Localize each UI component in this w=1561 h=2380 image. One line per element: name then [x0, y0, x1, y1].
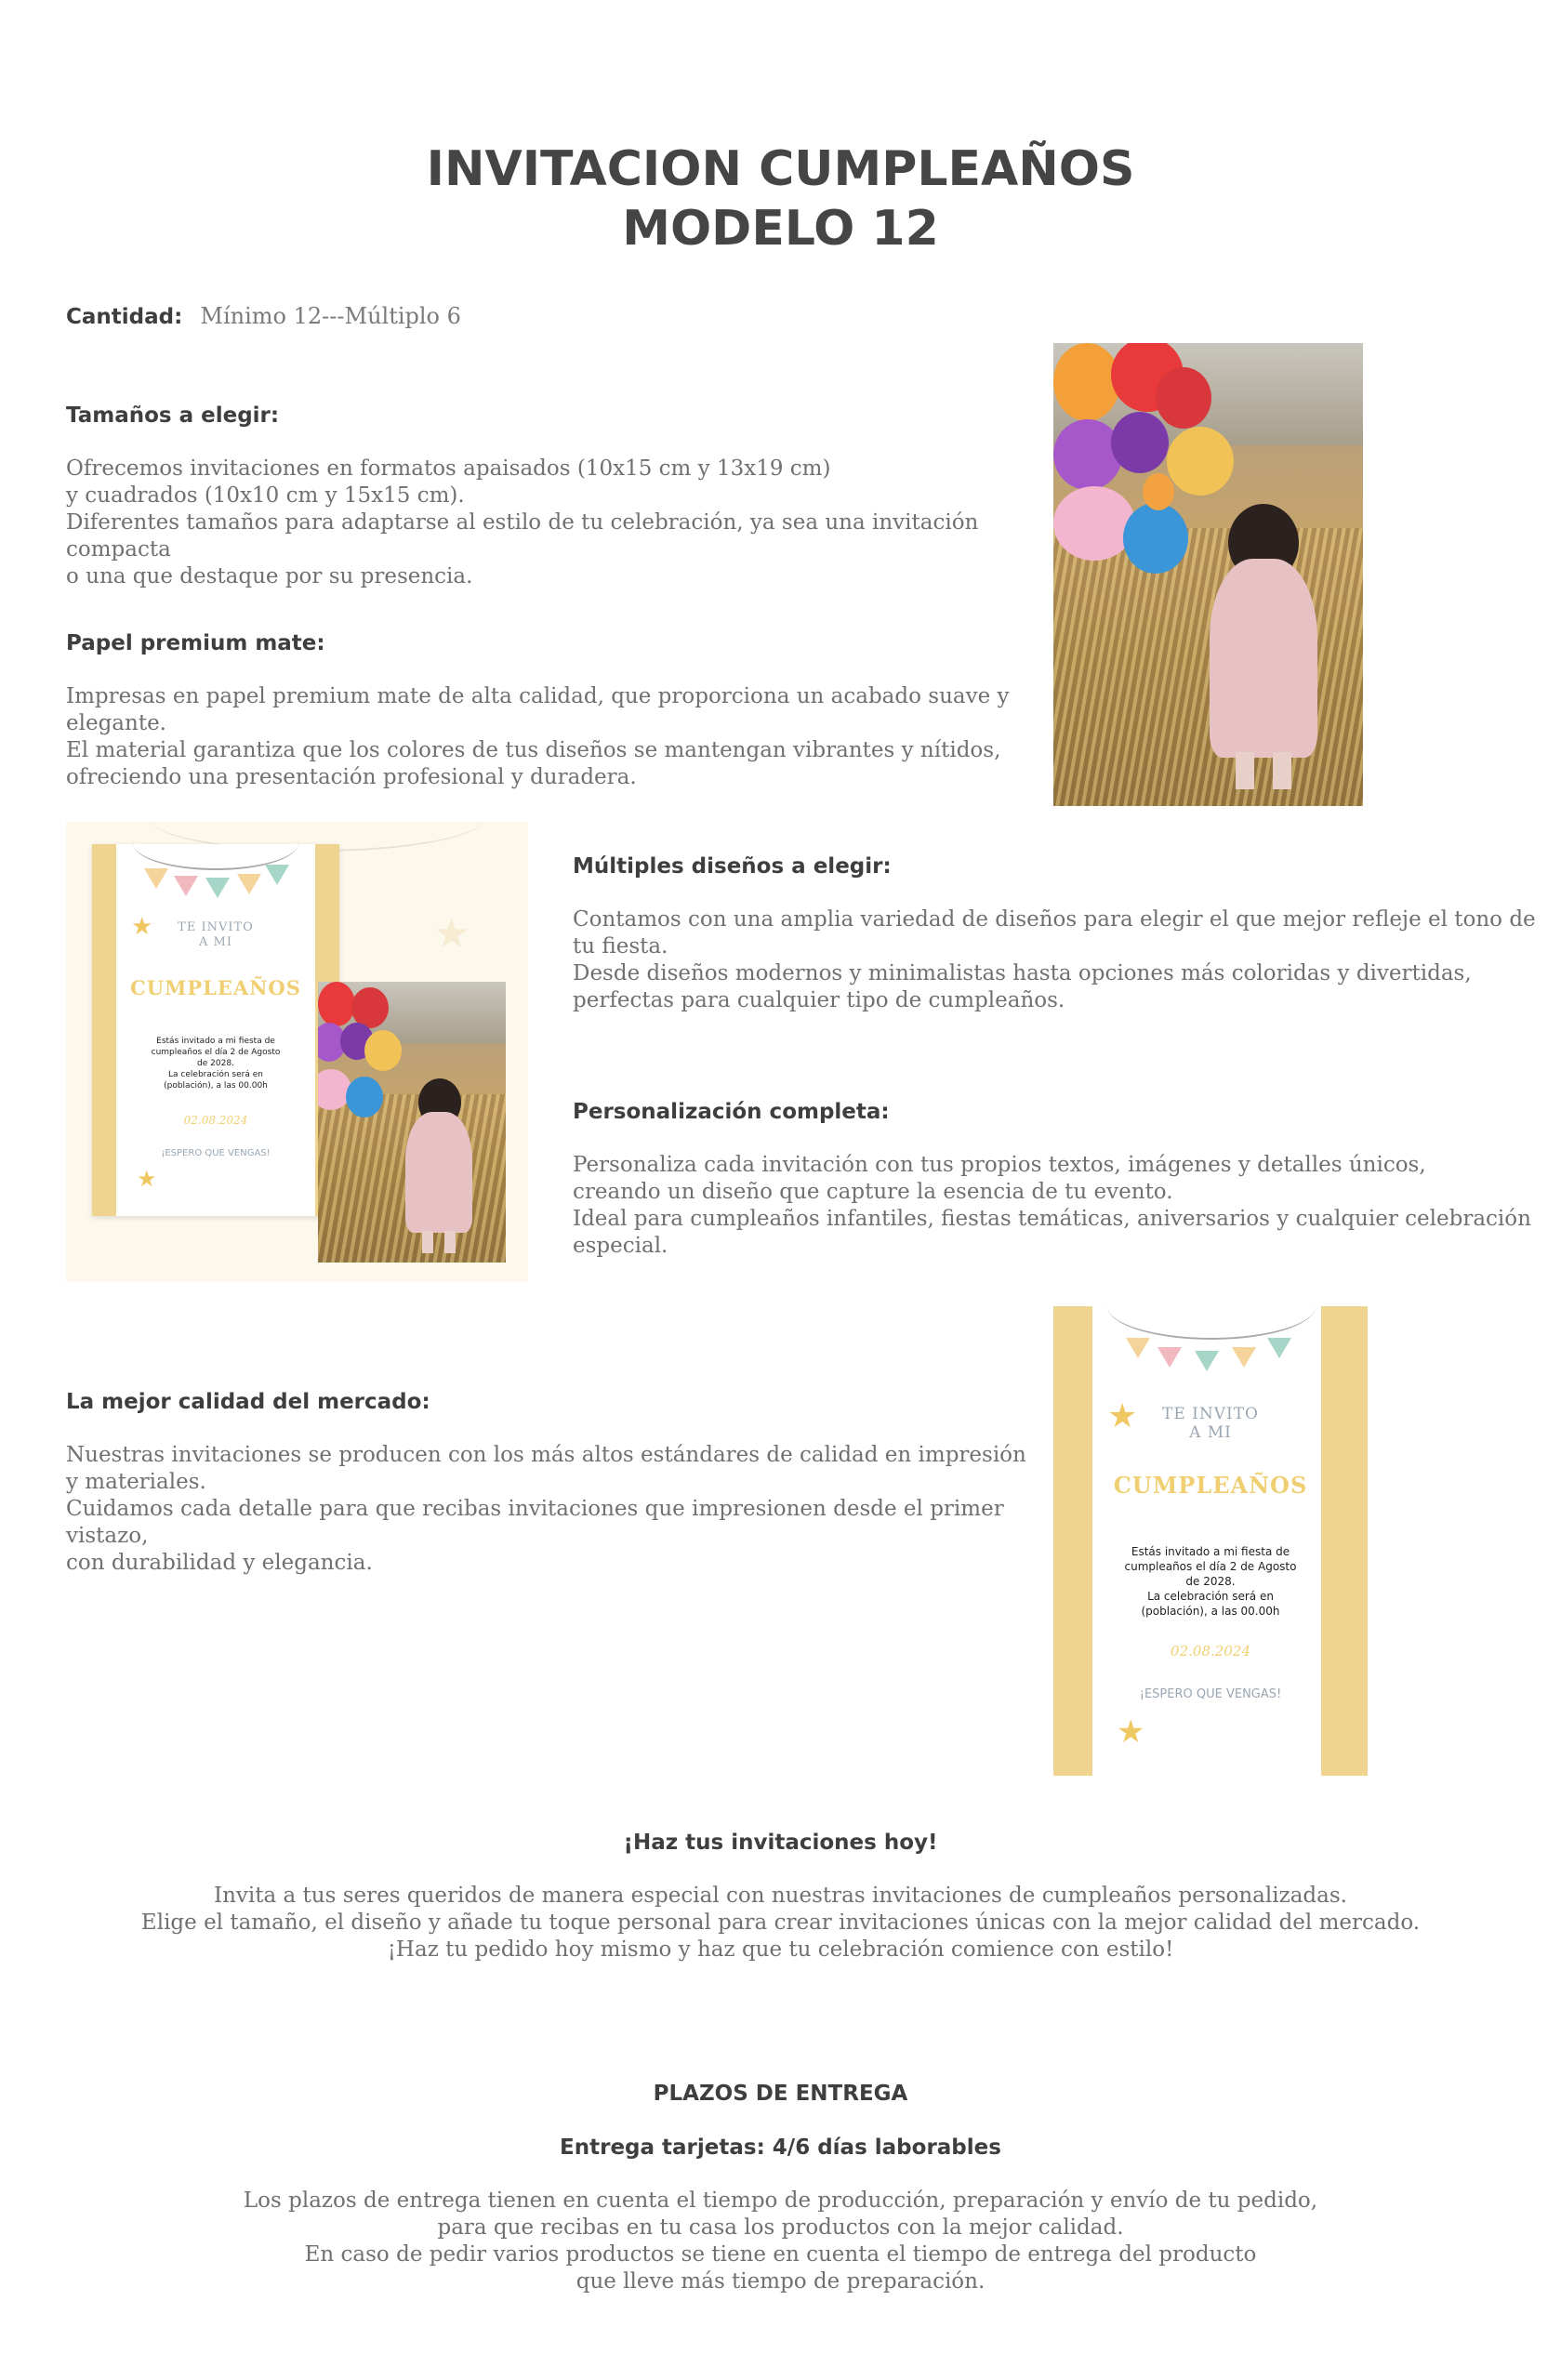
star-icon: ★ — [137, 1166, 157, 1192]
star-icon: ★ — [131, 913, 153, 941]
card-espero: ¡ESPERO QUE VENGAS! — [161, 1148, 271, 1158]
section-heading-personalizacion: Personalización completa: — [573, 1100, 890, 1124]
card-cumpleanos: CUMPLEAÑOS — [1113, 1472, 1308, 1499]
section-heading-disenos: Múltiples diseños a elegir: — [573, 854, 892, 879]
title-line-2: MODELO 12 — [622, 201, 939, 257]
quantity-row — [66, 303, 461, 329]
mockup-card-and-photo — [66, 822, 528, 1282]
section-heading-papel: Papel premium mate: — [66, 631, 325, 655]
section-subheading-plazos: Entrega tarjetas: 4/6 días laborables — [560, 2135, 1001, 2160]
section-text-papel: Impresas en papel premium mate de alta calidad, que proporciona un acabado suave y elegante. El material garantiza que los colores de tus diseños se mantengan vibrantes y nítidos, ofreciendo una presentación profesional y duradera. — [66, 684, 1010, 789]
title-line-1: INVITACION CUMPLEAÑOS — [426, 141, 1135, 197]
section-heading-haz: ¡Haz tus invitaciones hoy! — [623, 1831, 938, 1855]
card-body: Estás invitado a mi fiesta de cumpleaños el día 2 de Agosto de 2028. La celebración será en (población), a las 00.00h — [1124, 1545, 1297, 1618]
section-text-personalizacion: Personaliza cada invitación con tus propios textos, imágenes y detalles únicos, creando un diseño que capture la esencia de tu evento. Ideal para cumpleaños infantiles, fiestas temáticas, aniversarios y cualquier celebración especial. — [573, 1153, 1531, 1258]
star-icon: ★ — [1107, 1397, 1138, 1435]
card-a-mi: A MI — [199, 935, 232, 949]
section-text-haz: Invita a tus seres queridos de manera especial con nuestras invitaciones de cumpleaños personalizadas. Elige el tamaño, el diseño y añade tu toque personal para crear invitaciones únicas con la mejor calidad del mercado. ¡Haz tu pedido hoy mismo y haz que tu celebración comience con estilo! — [140, 1884, 1421, 1962]
section-text-calidad: Nuestras invitaciones se producen con los más altos estándares de calidad en impresión y materiales. Cuidamos cada detalle para que recibas invitaciones que impresionen desde el primer vistazo, con durabilidad y elegancia. — [66, 1443, 1026, 1575]
quantity-value: Mínimo 12---Múltiplo 6 — [200, 303, 461, 329]
card-cumpleanos: CUMPLEAÑOS — [130, 976, 301, 999]
section-heading-plazos: PLAZOS DE ENTREGA — [653, 2082, 908, 2106]
star-icon: ★ — [1117, 1713, 1145, 1751]
card-te-invito: TE INVITO — [178, 920, 254, 934]
section-text-plazos: Los plazos de entrega tienen en cuenta el tiempo de producción, preparación y envío de tu pedido, para que recibas en tu casa los productos con la mejor calidad. En caso de pedir varios productos se tiene en cuenta el tiempo de entrega del producto que lleve más tiempo de preparación. — [243, 2188, 1318, 2294]
card-date: 02.08.2024 — [1171, 1643, 1250, 1659]
star-icon: ★ — [433, 910, 470, 958]
card-body: Estás invitado a mi fiesta de cumpleaños el día 2 de Agosto de 2028. La celebración será en (población), a las 00.00h — [151, 1037, 281, 1091]
card-espero: ¡ESPERO QUE VENGAS! — [1139, 1687, 1282, 1701]
card-date: 02.08.2024 — [183, 1114, 248, 1127]
section-text-disenos: Contamos con una amplia variedad de diseños para elegir el que mejor refleje el tono de tu fiesta. Desde diseños modernos y minimalistas hasta opciones más coloridas y divertidas, perfectas para cualquier tipo de cumpleaños. — [573, 907, 1536, 1012]
invitation-card-small — [92, 844, 339, 1216]
card-te-invito: TE INVITO — [1161, 1405, 1259, 1423]
quantity-label: Cantidad: — [66, 305, 183, 329]
photo-girl-balloons-small — [318, 982, 506, 1263]
section-text-tamanos: Ofrecemos invitaciones en formatos apaisados (10x15 cm y 13x19 cm) y cuadrados (10x10 cm y 15x15 cm). Diferentes tamaños para adaptarse al estilo de tu celebración, ya sea una invitación compacta o una que destaque por su presencia. — [66, 456, 979, 588]
section-heading-tamanos: Tamaños a elegir: — [66, 403, 280, 428]
invitation-card-large — [1053, 1306, 1368, 1776]
card-a-mi: A MI — [1189, 1423, 1232, 1442]
section-heading-calidad: La mejor calidad del mercado: — [66, 1390, 430, 1414]
page-title — [0, 139, 1561, 258]
photo-girl-balloons — [1053, 343, 1363, 806]
